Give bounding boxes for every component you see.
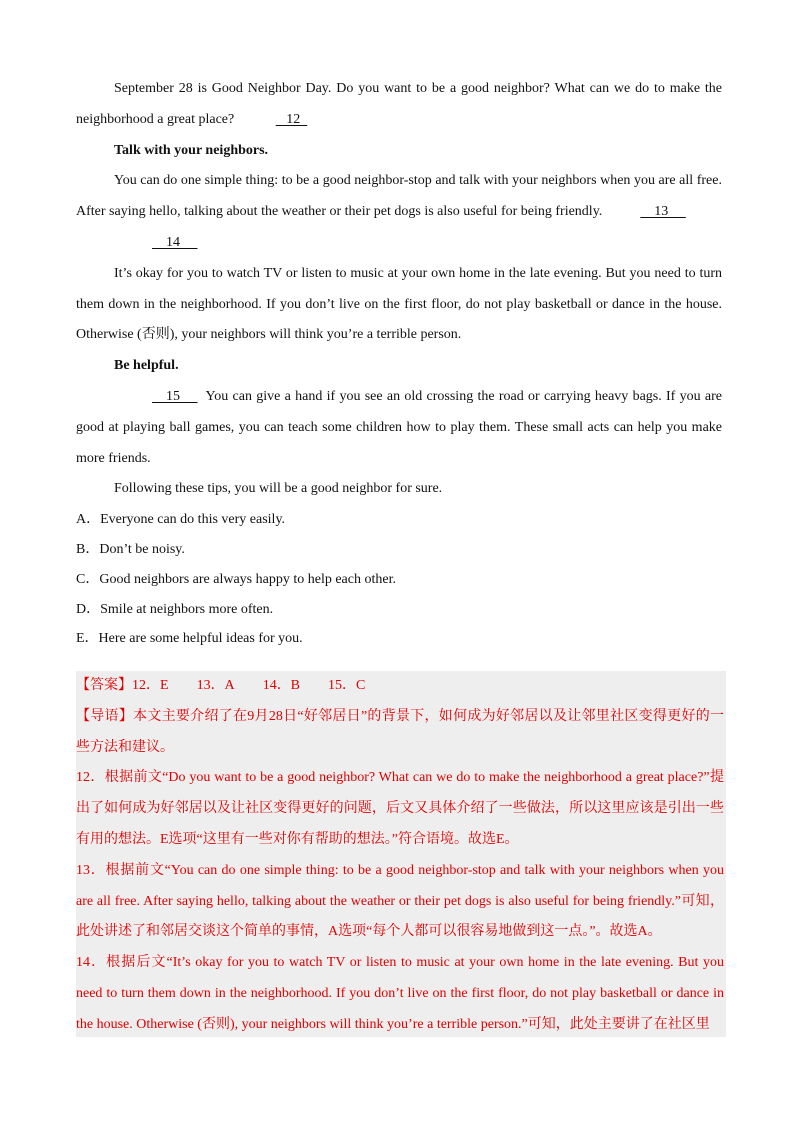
explanation-14: 14．根据后文“It’s okay for you to watch TV or listen to music at your own home in the late evening. But you need to turn them down in the neighborhood. If you don’t live on the first floor, do not play basketball or dance in the house. Otherwise (否则), your neighbors will think you’re a terrible person.”可知，此处主要讲了在社区里 bbox=[76, 955, 724, 1032]
passage-paragraph-conclusion: Following these tips, you will be a good neighbor for sure. bbox=[114, 481, 443, 497]
passage-paragraph-noise: It’s okay for you to watch TV or listen to music at your own home in the late evening. But you need to turn them down in the neighborhood. If you don’t live on the first floor, do not play basketball or dance in the house. Otherwise (否则), your neighbors will think you’re a terrible person. bbox=[76, 265, 722, 343]
passage-paragraph-blank-14 bbox=[76, 228, 722, 259]
answer-key-line bbox=[76, 671, 724, 702]
paragraph-text: September 28 is Good Neighbor Day. Do you want to be a good neighbor? What can we do to make the neighborhood a great place? bbox=[76, 81, 722, 127]
answer-section bbox=[76, 671, 724, 1041]
section-heading-helpful: Be helpful. bbox=[114, 358, 179, 374]
answer-15: 15．C bbox=[328, 678, 366, 693]
explanation-13: 13．根据前文“You can do one simple thing: to be a good neighbor-stop and talk with your neighbors when you are all free. After saying hello, talking about the weather or their pet dogs is also useful for being friendly.”可知，此处讲述了和邻居交谈这个简单的事情，A选项“每个人都可以很容易地做到这一点。”。故选A。 bbox=[76, 862, 724, 940]
options-list bbox=[76, 505, 722, 654]
option-b: B．Don’t be noisy. bbox=[76, 541, 185, 557]
section-heading-talk: Talk with your neighbors. bbox=[114, 142, 269, 158]
option-d: D．Smile at neighbors more often. bbox=[76, 601, 274, 617]
paragraph-text: You can do one simple thing: to be a good neighbor-stop and talk with your neighbors when you are all free. After saying hello, talking about the weather or their pet dogs is also useful for being friendly. bbox=[76, 173, 722, 220]
option-c: C．Good neighbors are always happy to help each other. bbox=[76, 571, 396, 587]
option-e: E．Here are some helpful ideas for you. bbox=[76, 631, 303, 647]
answer-label: 【答案】 bbox=[76, 678, 132, 693]
answer-13: 13．A bbox=[196, 678, 235, 693]
blank-15: 15 bbox=[152, 388, 198, 404]
blank-13: 13 bbox=[640, 204, 686, 220]
reading-passage bbox=[76, 74, 722, 654]
blank-12: 12 bbox=[275, 111, 308, 127]
answer-14: 14．B bbox=[262, 678, 301, 693]
blank-14: 14 bbox=[152, 234, 198, 250]
answer-guide: 【导语】本文主要介绍了在9月28日“好邻居日”的背景下，如何成为好邻居以及让邻里社区变得更好的一些方法和建议。 bbox=[76, 708, 724, 755]
option-a: A．Everyone can do this very easily. bbox=[76, 512, 286, 528]
passage-paragraph-helpful bbox=[76, 382, 722, 474]
passage-paragraph-talk bbox=[76, 166, 722, 228]
explanation-12: 12．根据前文“Do you want to be a good neighbor? What can we do to make the neighborhood a great place?”提出了如何成为好邻居以及让社区变得更好的问题，后文又具体介绍了一些做法，所以这里应该是引出一些有用的想法。E选项“这里有一些对你有帮助的想法。”符合语境。故选E。 bbox=[76, 770, 724, 847]
answer-12: 12．E bbox=[132, 678, 169, 693]
passage-paragraph-intro bbox=[76, 74, 722, 136]
paragraph-text: You can give a hand if you see an old crossing the road or carrying heavy bags. If you are good at playing ball games, you can teach some children how to play them. These small acts can help you make more friends. bbox=[76, 388, 722, 466]
